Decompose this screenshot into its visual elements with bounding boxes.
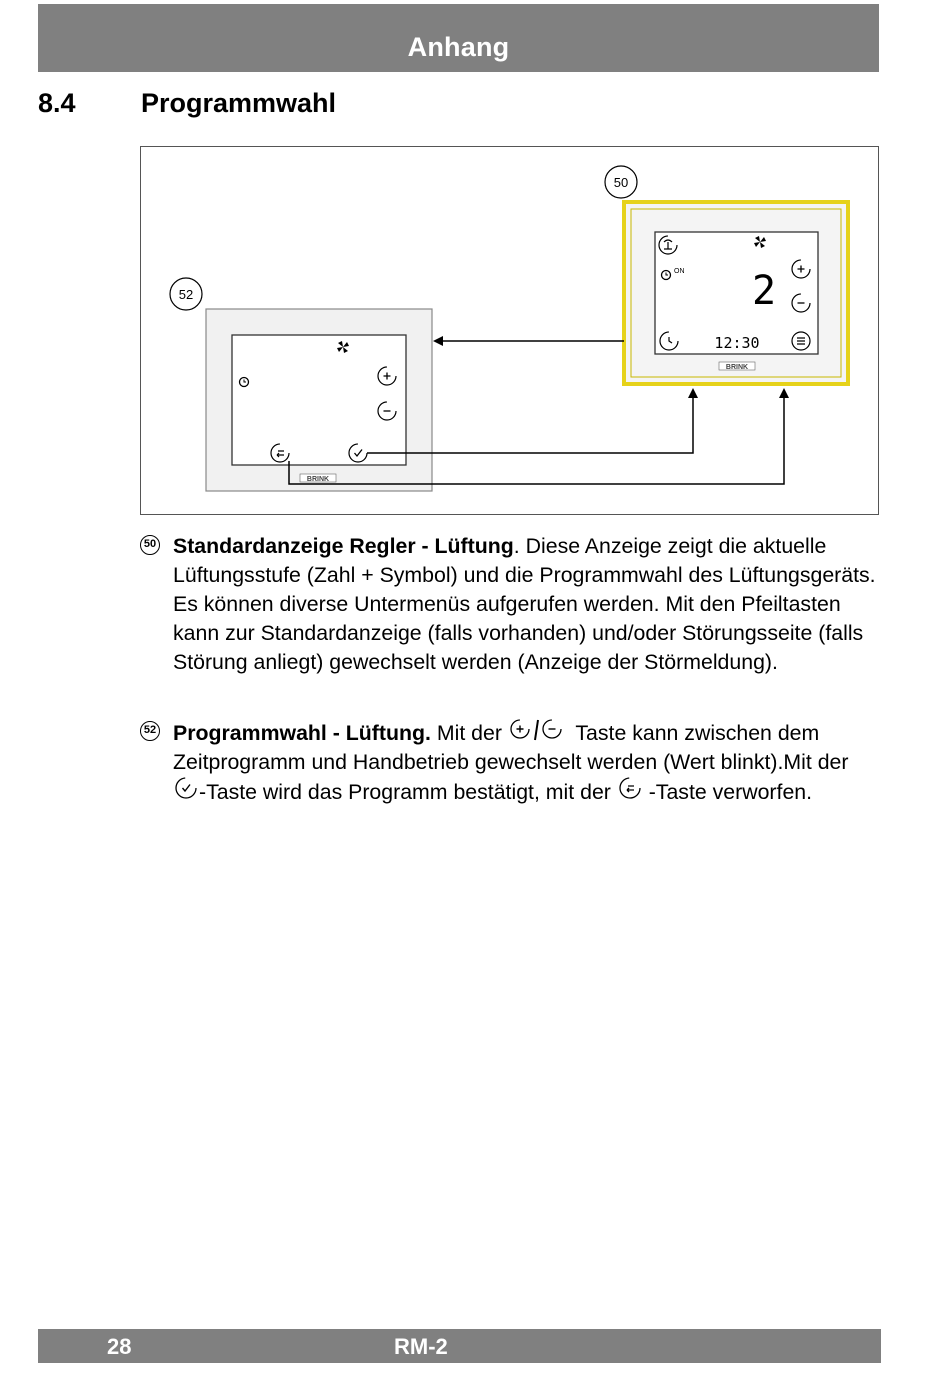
- device-right: [624, 202, 848, 384]
- brand-logo-right: [719, 362, 755, 371]
- figure-programmwahl: [140, 146, 879, 515]
- page-number: 28: [107, 1334, 132, 1359]
- brand-logo-left: [300, 474, 336, 483]
- svg-text:BRINK: BRINK: [306, 476, 330, 483]
- item-title: Standardanzeige Regler - Lüftung: [173, 534, 514, 558]
- callout-52: [170, 278, 202, 310]
- footer-bar: [38, 1329, 881, 1363]
- status-on: ON: [674, 268, 685, 275]
- time-display: 12:30: [714, 334, 760, 352]
- item-badge: 50: [140, 535, 160, 555]
- item-description: . Diese Anzeige zeigt die aktuelle Lüftungsstufe (Zahl + Symbol) und die Programmwahl des Lüftungsgeräts. Es können diverse Untermenüs aufgerufen werden. Mit den Pfeiltasten kann zur Standardanzeige (falls vorhanden) und/oder Störungsseite (falls Störung anliegt) gewechselt werden (Anzeige der Störmeldung).: [173, 534, 876, 674]
- device-left: [206, 309, 432, 491]
- plus-minus-icon: [508, 718, 570, 744]
- header-bar: [38, 4, 879, 72]
- figure-drawing: [140, 146, 879, 515]
- item-badge: 52: [140, 721, 160, 741]
- fan-level-display: 2: [751, 268, 777, 314]
- check-icon: [173, 777, 199, 803]
- back-icon: [617, 777, 643, 803]
- section-title: Programmwahl: [141, 88, 337, 118]
- item-programmwahl: 52 Programmwahl - Lüftung. Mit der Taste kann zwischen dem Zeitprogramm und Handbetrieb gewechselt werden (Wert blinkt).Mit der -Taste wird das Programm bestätigt, mit der -Taste verworfen.: [140, 718, 880, 807]
- svg-text:50: 50: [613, 175, 629, 190]
- header-title: Anhang: [407, 32, 510, 62]
- callout-50: [605, 166, 637, 198]
- svg-text:52: 52: [178, 287, 194, 302]
- section-number: 8.4: [38, 88, 76, 118]
- item-title: Programmwahl - Lüftung.: [173, 721, 431, 745]
- item-standardanzeige: [140, 532, 880, 677]
- document-id: RM-2: [394, 1334, 448, 1359]
- svg-text:BRINK: BRINK: [725, 364, 749, 371]
